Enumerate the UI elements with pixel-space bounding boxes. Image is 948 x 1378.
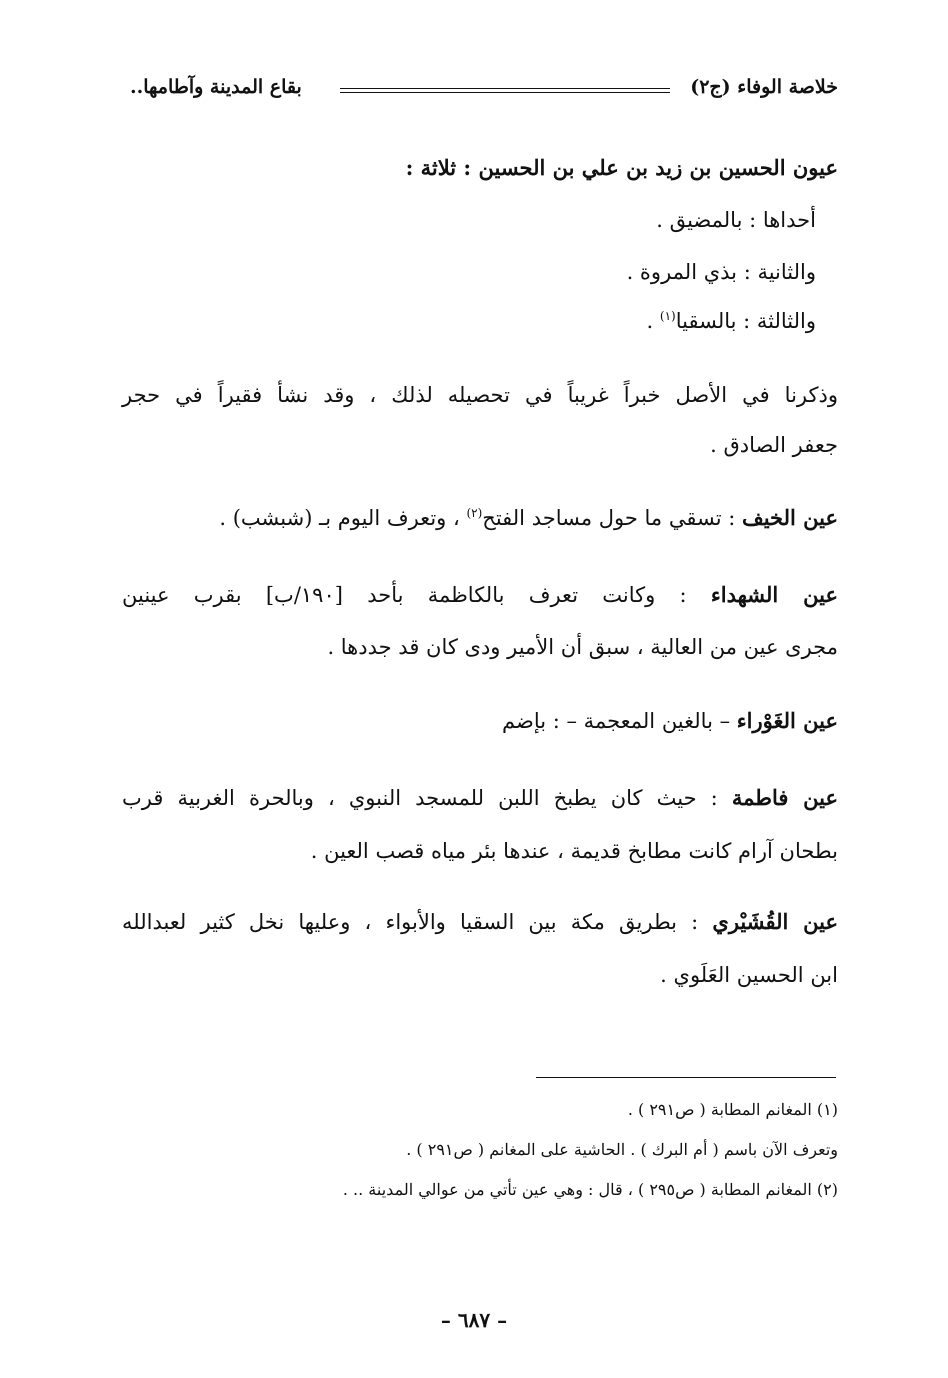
paragraph-line: بطحان آرام كانت مطابخ قديمة ، عندها بئر مياه قصب العين .	[310, 839, 838, 863]
entry-text: : بطريق مكة بين السقيا والأبواء ، وعليها نخل كثير لعبدالله	[122, 910, 713, 934]
header-double-rule	[340, 88, 670, 93]
page-number: – ٦٨٧ –	[440, 1308, 508, 1332]
entry-text: ، وتعرف اليوم بـ (شبشب) .	[219, 506, 467, 530]
entry-term: عين فاطمة	[731, 785, 838, 810]
entry-ain-fatima	[122, 783, 838, 813]
entry-text: – بالغين المعجمة – : بإضم	[502, 709, 737, 733]
entry-term: عين الخيف	[741, 505, 838, 530]
footnote-1: (١) المغانم المطابة ( ص٢٩١ ) .	[627, 1100, 838, 1119]
list-item: أحداها : بالمضيق .	[656, 208, 816, 232]
entry-term: عين القُشَيْري	[712, 909, 838, 934]
entry-term: عين الغَوْراء	[736, 708, 838, 733]
footnote-ref[interactable]: (١)	[659, 309, 676, 323]
paragraph-line: ابن الحسين العَلَوي .	[660, 963, 838, 987]
list-item-end: .	[646, 309, 660, 333]
list-item-text: والثالثة : بالسقيا	[675, 309, 816, 333]
entry-ain-khaif	[219, 503, 838, 533]
list-item	[647, 306, 816, 336]
entry-term: عين الشهداء	[710, 582, 838, 607]
chapter-title: بقاع المدينة وآطامها..	[130, 76, 302, 98]
entry-text: : وكانت تعرف بالكاظمة بأحد [١٩٠/ب] بقرب عينين	[122, 583, 711, 607]
footnote-2: (٢) المغانم المطابة ( ص٢٩٥ ) ، قال : وهي عين تأتي من عوالي المدينة .. .	[342, 1180, 838, 1199]
entry-ain-qushayri	[122, 907, 838, 937]
entry-ain-ghawra	[502, 706, 838, 736]
book-title: خلاصة الوفاء (ج٢)	[690, 76, 838, 98]
paragraph-line: مجرى عين من العالية ، سبق أن الأمير ودى كان قد جددها .	[327, 635, 838, 659]
footnote-ref[interactable]: (٢)	[466, 506, 483, 520]
running-header	[130, 76, 838, 110]
section-heading: عيون الحسين بن زيد بن علي بن الحسين : ثلاثة :	[405, 155, 838, 180]
paragraph-line: جعفر الصادق .	[710, 433, 838, 457]
entry-ain-shuhada	[122, 580, 838, 610]
list-item: والثانية : بذي المروة .	[626, 260, 816, 284]
footnote-1-continued: وتعرف الآن باسم ( أم البرك ) . الحاشية على المغانم ( ص٢٩١ ) .	[406, 1140, 838, 1159]
entry-text: : تسقي ما حول مساجد الفتح	[482, 506, 742, 530]
paragraph-line: وذكرنا في الأصل خبراً غريباً في تحصيله لذلك ، وقد نشأ فقيراً في حجر	[122, 383, 838, 407]
footnote-separator	[536, 1077, 836, 1078]
entry-text: : حيث كان يطبخ اللبن للمسجد النبوي ، وبالحرة الغربية قرب	[122, 786, 732, 810]
